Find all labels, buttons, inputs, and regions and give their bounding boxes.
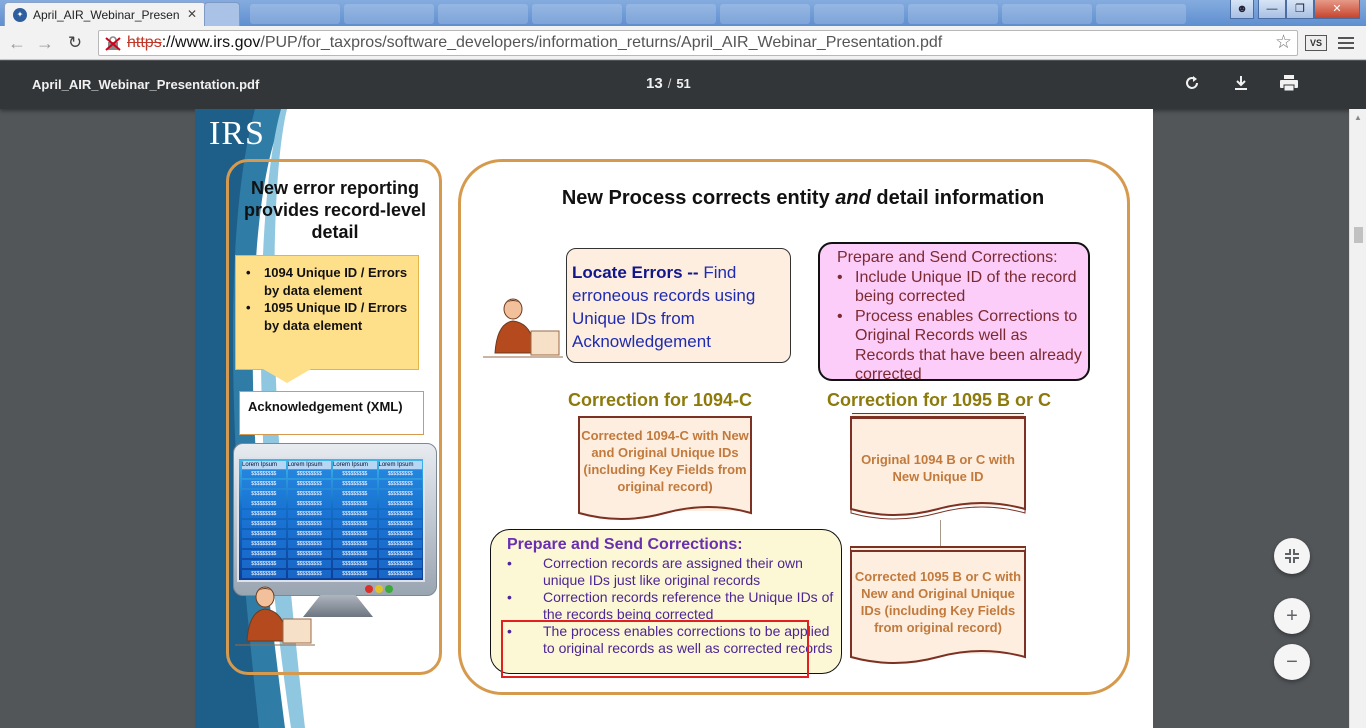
grid-cell: $$$$$$$$$ [379,550,423,558]
background-tab[interactable] [908,4,998,24]
page-separator: / [667,76,672,91]
url-path: /PUP/for_taxpros/software_developers/information_returns/April_AIR_Webinar_Presentation.pdf [260,34,943,51]
unique-id-callout [235,255,419,370]
background-tab[interactable] [532,4,622,24]
prepare-corrections-bottom-bullet: • Correction records reference the Unique IDs of the records being corrected [507,589,841,623]
download-icon[interactable] [1230,74,1252,96]
new-tab-button[interactable] [204,2,240,26]
correction-1094c-heading: Correction for 1094-C [568,390,753,410]
grid-cell: $$$$$$$$$ [242,500,286,508]
grid-header: Lorem Ipsum [242,461,286,469]
bookmark-star-icon[interactable]: ☆ [1275,32,1293,53]
grid-cell: $$$$$$$$$ [242,480,286,488]
doc-connector-line [940,520,941,546]
grid-cell: $$$$$$$$$ [333,510,377,518]
background-tab[interactable] [250,4,340,24]
spreadsheet-grid [241,461,423,579]
grid-header: Lorem Ipsum [379,461,423,469]
grid-cell: $$$$$$$$$ [288,550,332,558]
browser-menu-icon[interactable] [1338,34,1354,52]
zoom-in-button[interactable]: + [1274,598,1310,634]
doc-corrected-1094c: Corrected 1094-C with New and Original Unique IDs (including Key Fields from original record) [578,416,752,511]
background-tab[interactable] [1096,4,1186,24]
prepare-corrections-bullet: • Include Unique ID of the record being corrected [837,268,1088,307]
fit-page-icon [1284,548,1300,564]
background-tab[interactable] [720,4,810,24]
prepare-corrections-bottom-bullet: • Correction records are assigned their own unique IDs just like original records [507,555,841,589]
scroll-up-arrow-icon[interactable]: ▲ [1354,113,1362,122]
locate-errors-label: Locate Errors -- [572,263,699,282]
grid-cell: $$$$$$$$$ [333,490,377,498]
forward-button[interactable]: → [36,33,54,53]
slide-title [458,187,1148,210]
grid-cell: $$$$$$$$$ [333,570,377,578]
irs-logo: IRS [209,115,265,152]
grid-cell: $$$$$$$$$ [333,480,377,488]
slide-title-part2: detail information [870,187,1045,209]
grid-cell: $$$$$$$$$ [379,490,423,498]
grid-cell: $$$$$$$$$ [242,540,286,548]
grid-cell: $$$$$$$$$ [288,540,332,548]
tab-strip [0,0,1366,26]
grid-cell: $$$$$$$$$ [288,490,332,498]
doc-wave-edge [850,501,1026,523]
doc-corrected-1095bc: Corrected 1095 B or C with New and Original Unique IDs (including Key Fields from original record) [850,546,1026,654]
grid-cell: $$$$$$$$$ [333,540,377,548]
vertical-scrollbar[interactable] [1349,109,1366,728]
total-pages: 51 [676,76,691,91]
monitor-leds [365,585,393,593]
grid-cell: $$$$$$$$$ [379,470,423,478]
background-tab[interactable] [814,4,904,24]
page-indicator [646,75,691,92]
tab-title: April_AIR_Webinar_Presen [33,7,180,22]
grid-cell: $$$$$$$$$ [379,480,423,488]
correction-1095-heading: Correction for 1095 B or C [827,390,1052,410]
zoom-out-button[interactable]: − [1274,644,1310,680]
profile-icon[interactable]: ☻ [1230,0,1254,19]
doc-wave-edge [850,649,1026,667]
grid-cell: $$$$$$$$$ [379,570,423,578]
grid-cell: $$$$$$$$$ [333,500,377,508]
grid-cell: $$$$$$$$$ [288,480,332,488]
grid-cell: $$$$$$$$$ [379,560,423,568]
current-page-input[interactable]: 13 [646,75,663,92]
grid-cell: $$$$$$$$$ [379,530,423,538]
grid-cell: $$$$$$$$$ [333,550,377,558]
grid-cell: $$$$$$$$$ [288,470,332,478]
grid-cell: $$$$$$$$$ [288,500,332,508]
grid-cell: $$$$$$$$$ [333,560,377,568]
grid-cell: $$$$$$$$$ [288,510,332,518]
background-tab[interactable] [1002,4,1092,24]
url-scheme: https [127,34,162,51]
grid-cell: $$$$$$$$$ [379,540,423,548]
left-panel-title: New error reporting provides record-level detail [243,178,427,242]
grid-cell: $$$$$$$$$ [242,530,286,538]
prepare-corrections-top [818,242,1090,381]
url-domain: ://www.irs.gov [161,34,261,51]
grid-cell: $$$$$$$$$ [288,520,332,528]
acknowledgement-label: Acknowledgement (XML) [239,391,424,435]
grid-cell: $$$$$$$$$ [288,560,332,568]
pdf-toolbar [0,61,1366,109]
grid-cell: $$$$$$$$$ [333,470,377,478]
extension-icon[interactable]: VS [1305,35,1327,51]
prepare-corrections-bottom-bullet: • The process enables corrections to be applied to original records as well as corrected records [507,623,841,657]
locate-errors-text: Find erroneous records using Unique IDs from Acknowledgement [572,263,756,351]
grid-cell: $$$$$$$$$ [242,510,286,518]
callout-bullet: • 1094 Unique ID / Errors by data element [246,264,412,299]
callout-arrow [263,369,311,383]
doc-wave-edge [578,505,752,523]
doc-original-1094bc: Original 1094 B or C with New Unique ID [850,416,1026,506]
prepare-corrections-heading: Prepare and Send Corrections: [837,249,1058,266]
grid-cell: $$$$$$$$$ [288,570,332,578]
grid-cell: $$$$$$$$$ [333,520,377,528]
grid-header: Lorem Ipsum [333,461,377,469]
locate-errors-box [566,248,791,363]
background-tab[interactable] [438,4,528,24]
background-tab[interactable] [626,4,716,24]
pdf-file-name: April_AIR_Webinar_Presentation.pdf [32,77,260,92]
rotate-icon[interactable] [1181,74,1203,96]
grid-cell: $$$$$$$$$ [242,490,286,498]
callout-bullet: • 1095 Unique ID / Errors by data element [246,299,412,334]
insecure-lock-icon [105,35,121,51]
grid-cell: $$$$$$$$$ [333,530,377,538]
reload-button[interactable]: ↻ [67,33,83,52]
prepare-corrections-bullet: • Process enables Corrections to Original Records well as Records that have been already corrected [837,307,1088,385]
fit-to-page-button[interactable] [1274,538,1310,574]
grid-cell: $$$$$$$$$ [242,550,286,558]
highlight-annotation [501,620,809,678]
grid-cell: $$$$$$$$$ [379,500,423,508]
slide-title-part1: New Process corrects entity [561,187,836,209]
background-tab[interactable] [344,4,434,24]
maximize-button[interactable]: ❐ [1286,0,1314,19]
slide-title-em: and [835,187,871,209]
address-bar[interactable] [98,30,1298,56]
irs-favicon-icon: ✦ [13,8,27,22]
prepare-corrections-bottom-heading: Prepare and Send Corrections: [507,536,743,553]
tab-active[interactable] [4,2,206,26]
grid-header: Lorem Ipsum [288,461,332,469]
browser-toolbar [0,26,1366,60]
grid-cell: $$$$$$$$$ [242,470,286,478]
grid-cell: $$$$$$$$$ [242,520,286,528]
monitor-screen [237,457,425,582]
scrollbar-thumb[interactable] [1354,227,1363,243]
grid-cell: $$$$$$$$$ [379,510,423,518]
tab-close-icon[interactable]: ✕ [186,7,197,21]
grid-cell: $$$$$$$$$ [242,570,286,578]
grid-cell: $$$$$$$$$ [242,560,286,568]
back-button[interactable]: ← [8,33,26,53]
office-worker-clipart [235,583,315,653]
pdf-page [195,109,1153,728]
window-close-button[interactable]: ✕ [1314,0,1360,19]
print-icon[interactable] [1278,74,1300,96]
grid-cell: $$$$$$$$$ [288,530,332,538]
minimize-button[interactable]: — [1258,0,1286,19]
grid-cell: $$$$$$$$$ [379,520,423,528]
